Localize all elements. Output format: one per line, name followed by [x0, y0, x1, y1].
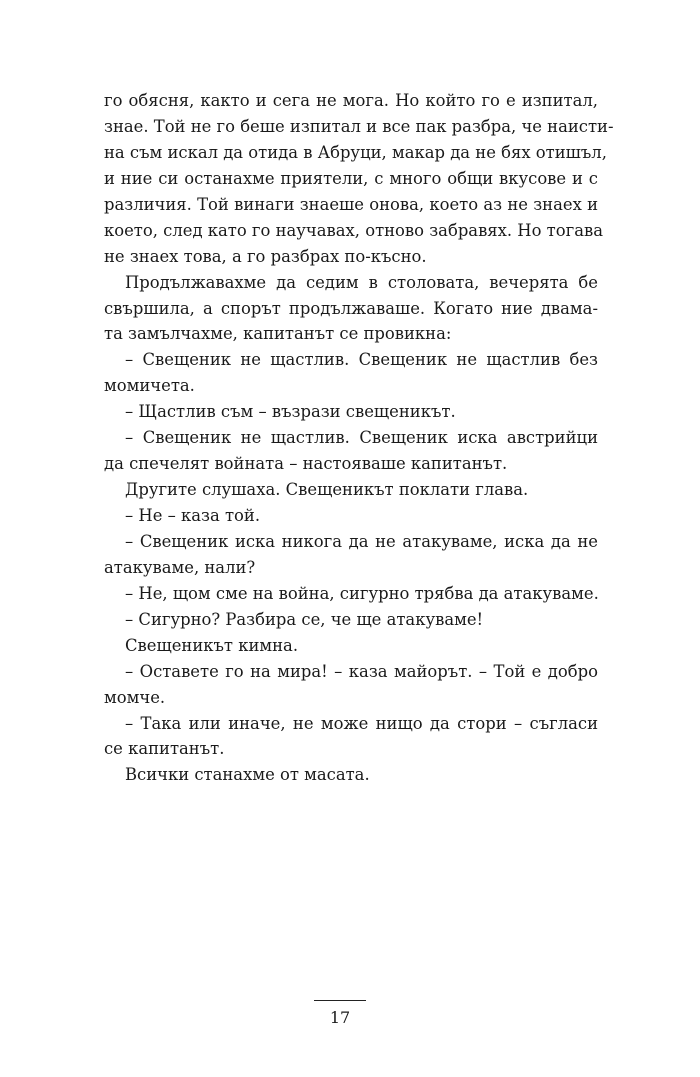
text-line: не знаех това, а го разбрах по-късно. — [104, 246, 427, 266]
body-text — [104, 88, 614, 788]
text-line: да спечелят войната – настояваше капитанът. — [104, 454, 508, 474]
text-line: та замълчахме, капитанът се провикна: — [104, 324, 452, 344]
text-line: Продължавахме да седим в столовата, вечерята бе — [125, 272, 598, 292]
text-line: Другите слушаха. Свещеникът поклати глава. — [125, 480, 529, 500]
text-line: и ние си останахме приятели, с много общи вкусове и с — [104, 168, 598, 188]
text-line: свършила, а спорът продължаваше. Когато ние двама- — [104, 298, 598, 318]
text-line: – Не – каза той. — [125, 506, 261, 525]
text-line: го обясня, както и сега не мога. Но който го е изпитал, — [104, 91, 598, 110]
text-line: – Свещеник не щастлив. Свещеник не щастлив без — [125, 350, 598, 370]
footer-divider — [314, 1000, 366, 1001]
text-line: Свещеникът кимна. — [125, 635, 299, 655]
text-line: различия. Той винаги знаеше онова, което аз не знаех и — [104, 194, 598, 214]
text-line: – Щастлив съм – възрази свещеникът. — [125, 402, 456, 422]
text-line: – Не, щом сме на война, сигурно трябва да атакуваме. — [125, 583, 599, 603]
text-line: знае. Той не го беше изпитал и все пак разбра, че наисти- — [104, 116, 614, 136]
text-line: се капитанът. — [104, 739, 225, 759]
text-line: – Свещеник не щастлив. Свещеник иска австрийци — [125, 428, 598, 448]
page-number: 17 — [329, 1008, 351, 1027]
text-line: което, след като го научавах, отново забравях. Но тогава — [104, 220, 603, 240]
text-line: – Така или иначе, не може нищо да стори – съгласи — [125, 713, 598, 733]
text-line: Всички станахме от масата. — [125, 765, 370, 785]
text-line: момичета. — [104, 376, 195, 396]
text-line: атакуваме, нали? — [104, 557, 256, 577]
text-line: – Свещеник иска никога да не атакуваме, иска да не — [125, 531, 598, 551]
text-line: – Сигурно? Разбира се, че ще атакуваме! — [125, 609, 484, 629]
text-line: – Оставете го на мира! – каза майорът. – Той е добро — [125, 661, 598, 681]
text-line: момче. — [104, 687, 166, 707]
text-line: на съм искал да отида в Абруци, макар да не бях отишъл, — [104, 142, 607, 162]
